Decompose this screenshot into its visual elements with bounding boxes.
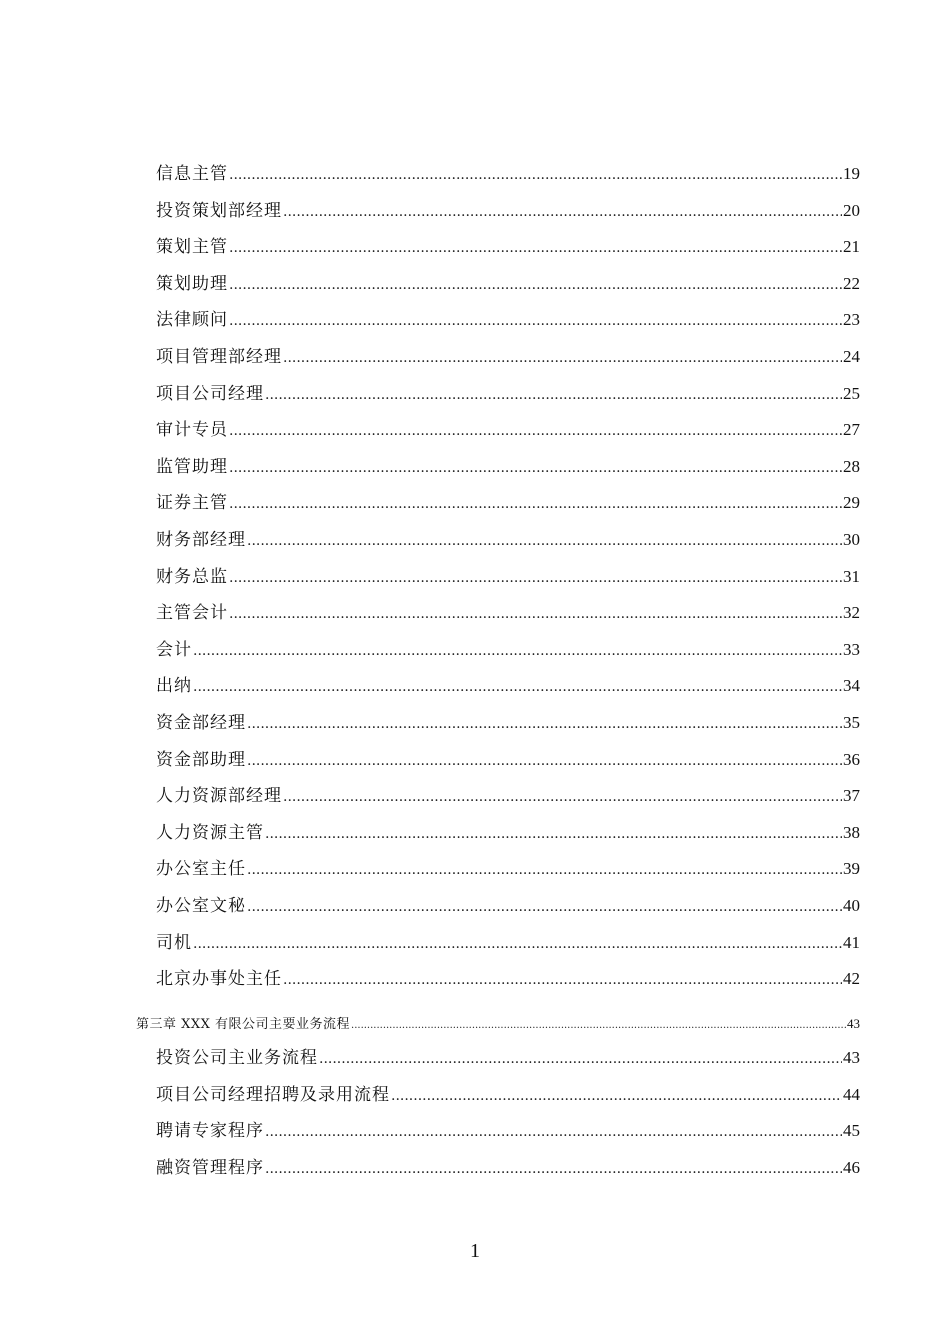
toc-entry[interactable]: [156, 454, 860, 480]
toc-entry-title: 证券主管: [156, 493, 228, 513]
toc-dot-leader: [265, 827, 842, 841]
toc-chapter-heading[interactable]: [136, 1014, 860, 1034]
toc-entry-title: 出纳: [156, 676, 192, 696]
toc-entry-page-number: 37: [843, 786, 860, 805]
toc-entry[interactable]: [156, 1045, 860, 1071]
toc-entry-title: 聘请专家程序: [156, 1121, 264, 1141]
toc-entry-title: 投资策划部经理: [156, 201, 282, 221]
page-number: 1: [470, 1240, 480, 1262]
toc-entry-title: 项目公司经理招聘及录用流程: [156, 1085, 390, 1105]
toc-entry-page-number: 21: [843, 237, 860, 256]
toc-dot-leader: [229, 571, 842, 585]
toc-entry-title: 策划主管: [156, 237, 228, 257]
toc-entry[interactable]: [156, 637, 860, 663]
toc-entry-page-number: 46: [843, 1158, 860, 1177]
toc-entry-title: 审计专员: [156, 420, 228, 440]
toc-entry-title: 融资管理程序: [156, 1158, 264, 1178]
toc-entry[interactable]: [156, 1155, 860, 1181]
toc-entry-page-number: 44: [843, 1085, 860, 1104]
toc-dot-leader: [229, 607, 842, 621]
toc-entry[interactable]: [156, 198, 860, 224]
toc-dot-leader: [229, 278, 842, 292]
toc-entry[interactable]: [156, 564, 860, 590]
toc-dot-leader: [229, 497, 842, 511]
toc-entry[interactable]: [156, 161, 860, 187]
toc-dot-leader: [229, 314, 842, 328]
toc-entry-page-number: 31: [843, 567, 860, 586]
toc-dot-leader: [193, 937, 842, 951]
toc-entry-page-number: 19: [843, 164, 860, 183]
toc-entry-page-number: 30: [843, 530, 860, 549]
toc-entry[interactable]: [156, 527, 860, 553]
toc-dot-leader: [265, 1125, 842, 1139]
toc-dot-leader: [351, 1021, 846, 1031]
toc-entry[interactable]: [156, 820, 860, 846]
toc-dot-leader: [265, 388, 842, 402]
toc-dot-leader: [229, 241, 842, 255]
toc-entry-page-number: 22: [843, 274, 860, 293]
toc-entry-page-number: 41: [843, 933, 860, 952]
toc-dot-leader: [229, 424, 842, 438]
toc-entry-page-number: 43: [843, 1048, 860, 1067]
toc-entry-title: 主管会计: [156, 603, 228, 623]
toc-dot-leader: [283, 973, 842, 987]
toc-entry[interactable]: [156, 1082, 860, 1108]
toc-entry[interactable]: [156, 381, 860, 407]
toc-entry-page-number: 35: [843, 713, 860, 732]
toc-entry[interactable]: [156, 344, 860, 370]
toc-entry-page-number: 32: [843, 603, 860, 622]
toc-entry-title: 司机: [156, 933, 192, 953]
toc-entry[interactable]: [156, 856, 860, 882]
toc-entry-title: 资金部助理: [156, 750, 246, 770]
toc-entry-page-number: 39: [843, 859, 860, 878]
toc-entry[interactable]: [156, 490, 860, 516]
toc-entry[interactable]: [156, 307, 860, 333]
toc-dot-leader: [193, 644, 842, 658]
toc-entry-title: 会计: [156, 640, 192, 660]
toc-entry[interactable]: [156, 893, 860, 919]
toc-entry-title: 投资公司主业务流程: [156, 1048, 318, 1068]
toc-entry-title: 北京办事处主任: [156, 969, 282, 989]
toc-entry[interactable]: [156, 783, 860, 809]
toc-entry-page-number: 43: [847, 1016, 860, 1031]
toc-entry[interactable]: [156, 234, 860, 260]
toc-entry-title: 财务总监: [156, 567, 228, 587]
toc-entry-title: 财务部经理: [156, 530, 246, 550]
toc-entry-title: 人力资源部经理: [156, 786, 282, 806]
toc-entry-page-number: 34: [843, 676, 860, 695]
toc-dot-leader: [247, 754, 842, 768]
toc-dot-leader: [247, 900, 842, 914]
toc-entry-page-number: 23: [843, 310, 860, 329]
toc-dot-leader: [229, 168, 842, 182]
toc-entry-title: 监管助理: [156, 457, 228, 477]
toc-entry-title: 信息主管: [156, 164, 228, 184]
toc-entry-title: 项目管理部经理: [156, 347, 282, 367]
toc-entry-title: 人力资源主管: [156, 823, 264, 843]
toc-dot-leader: [391, 1089, 842, 1103]
toc-dot-leader: [319, 1052, 842, 1066]
toc-entry[interactable]: [156, 1118, 860, 1144]
toc-entry-page-number: 20: [843, 201, 860, 220]
toc-dot-leader: [247, 863, 842, 877]
toc-entry[interactable]: [156, 600, 860, 626]
toc-entry-page-number: 40: [843, 896, 860, 915]
toc-entry-page-number: 28: [843, 457, 860, 476]
toc-entry-title: 第三章 XXX 有限公司主要业务流程: [136, 1017, 351, 1032]
toc-entry[interactable]: [156, 966, 860, 992]
toc-entry[interactable]: [156, 673, 860, 699]
toc-dot-leader: [283, 790, 842, 804]
toc-entry-page-number: 33: [843, 640, 860, 659]
toc-dot-leader: [229, 461, 842, 475]
toc-entry-page-number: 25: [843, 384, 860, 403]
toc-entry[interactable]: [156, 271, 860, 297]
toc-entry[interactable]: [156, 930, 860, 956]
toc-entry[interactable]: [156, 417, 860, 443]
toc-entry[interactable]: [156, 747, 860, 773]
toc-dot-leader: [265, 1162, 842, 1176]
toc-entry-page-number: 27: [843, 420, 860, 439]
toc-entry-title: 办公室文秘: [156, 896, 246, 916]
toc-entry-title: 资金部经理: [156, 713, 246, 733]
toc-dot-leader: [283, 351, 842, 365]
toc-entry-page-number: 38: [843, 823, 860, 842]
toc-entry-page-number: 36: [843, 750, 860, 769]
toc-dot-leader: [247, 534, 842, 548]
toc-entry-title: 策划助理: [156, 274, 228, 294]
toc-entry-page-number: 45: [843, 1121, 860, 1140]
toc-entry-page-number: 29: [843, 493, 860, 512]
toc-entry-title: 办公室主任: [156, 859, 246, 879]
toc-entry-page-number: 42: [843, 969, 860, 988]
toc-dot-leader: [247, 717, 842, 731]
toc-entry-title: 法律顾问: [156, 310, 228, 330]
toc-entry-page-number: 24: [843, 347, 860, 366]
toc-entry[interactable]: [156, 710, 860, 736]
toc-dot-leader: [283, 205, 842, 219]
toc-dot-leader: [193, 680, 842, 694]
toc-entry-title: 项目公司经理: [156, 384, 264, 404]
